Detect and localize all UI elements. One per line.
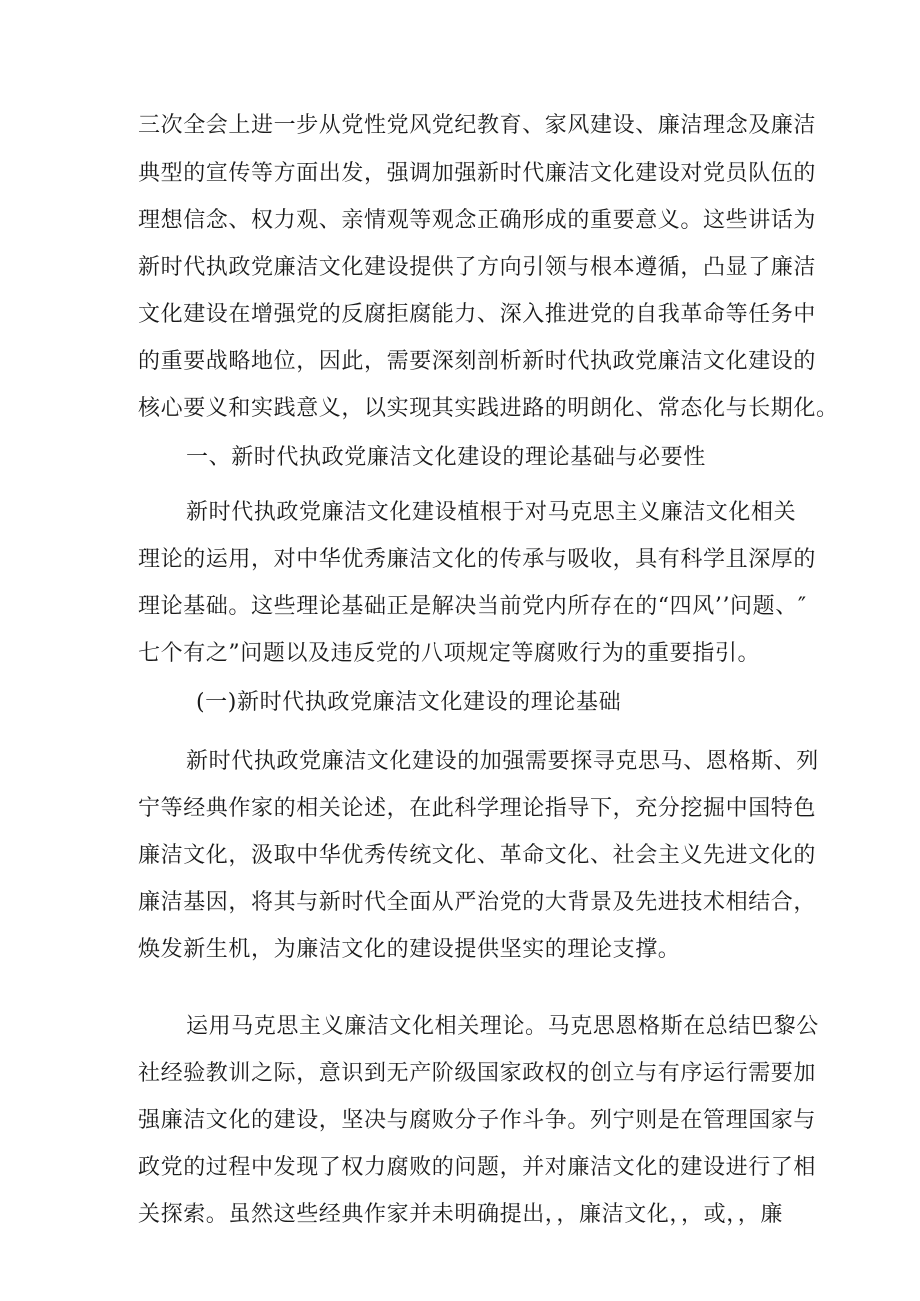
paragraph-line: 焕发新生机，为廉洁文化的建设提供坚实的理论支撑。 — [138, 937, 681, 962]
paragraph-line: 新时代执政党廉洁文化建设的加强需要探寻克思马、恩格斯、列 — [186, 749, 819, 774]
paragraph-line: 宁等经典作家的相关论述，在此科学理论指导下，充分挖掘中国特色 — [138, 796, 817, 821]
paragraph-line: 典型的宣传等方面出发，强调加强新时代廉洁文化建设对党员队伍的 — [138, 161, 817, 186]
subsection-heading: (一)新时代执政党廉洁文化建设的理论基础 — [196, 690, 622, 715]
paragraph-line: 廉洁基因，将其与新时代全面从严治党的大背景及先进技术相结合， — [138, 890, 817, 915]
section-heading: 一、新时代执政党廉洁文化建设的理论基础与必要性 — [186, 445, 706, 470]
paragraph-line: 关探索。虽然这些经典作家并未明确提出，，廉洁文化，，或，，廉 — [138, 1202, 784, 1227]
paragraph-line: 三次全会上进一步从党性党风党纪教育、家风建设、廉洁理念及廉洁 — [138, 113, 817, 138]
paragraph-line: 新时代执政党廉洁文化建设植根于对马克思主义廉洁文化相关 — [186, 500, 797, 525]
paragraph-line: 的重要战略地位，因此，需要深刻剖析新时代执政党廉洁文化建设的 — [138, 349, 817, 374]
paragraph-line: 文化建设在增强党的反腐拒腐能力、深入推进党的自我革命等任务中 — [138, 302, 817, 327]
paragraph-line: 新时代执政党廉洁文化建设提供了方向引领与根本遵循，凸显了廉洁 — [138, 255, 817, 280]
paragraph-line: 廉洁文化，汲取中华优秀传统文化、革命文化、社会主义先进文化的 — [138, 843, 817, 868]
paragraph-line: 核心要义和实践意义，以实现其实践进路的明朗化、常态化与长期化。 — [138, 396, 839, 421]
paragraph-line: 政党的过程中发现了权力腐败的问题，并对廉洁文化的建设进行了相 — [138, 1155, 817, 1180]
paragraph-line: 运用马克思主义廉洁文化相关理论。马克思恩格斯在总结巴黎公 — [186, 1014, 819, 1039]
paragraph-line: 理论基础。这些理论基础正是解决当前党内所存在的“四风’’问题、″ — [138, 594, 807, 619]
paragraph-line: 社经验教训之际，意识到无产阶级国家政权的创立与有序运行需要加 — [138, 1061, 817, 1086]
paragraph-line: 理想信念、权力观、亲情观等观念正确形成的重要意义。这些讲话为 — [138, 208, 817, 233]
paragraph-line: 理论的运用，对中华优秀廉洁文化的传承与吸收，具有科学且深厚的 — [138, 547, 817, 572]
paragraph-line: 七个有之”问题以及违反党的八项规定等腐败行为的重要指引。 — [138, 641, 761, 666]
paragraph-line: 强廉洁文化的建设，坚决与腐败分子作斗争。列宁则是在管理国家与 — [138, 1108, 817, 1133]
